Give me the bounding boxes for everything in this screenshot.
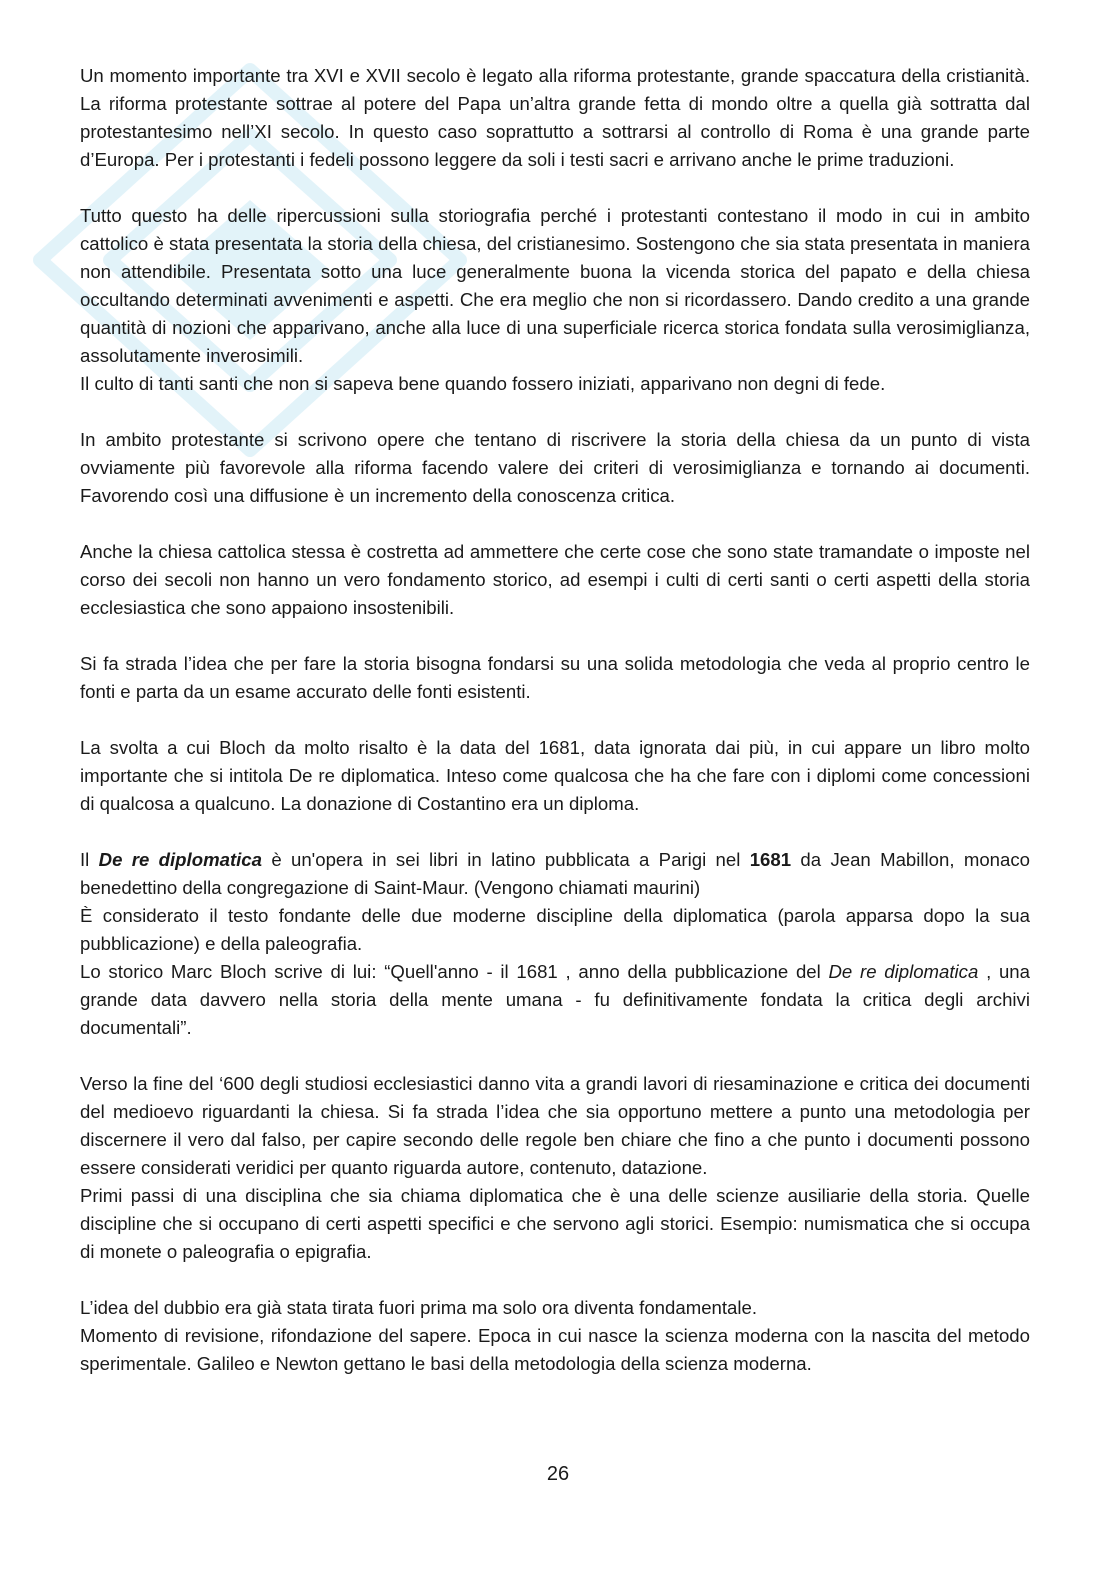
text-run: Lo storico Marc Bloch scrive di lui: “Quell'anno - il 1681 , anno della pubblicazione del [80, 961, 829, 982]
paragraph-storiografia [80, 202, 1030, 398]
paragraph-riforma [80, 62, 1030, 174]
paragraph-text: La svolta a cui Bloch da molto risalto è la data del 1681, data ignorata dai più, in cui appare un libro molto importante che si intitola De re diplomatica. Inteso come qualcosa che ha che fare con i diplomi come concessioni di qualcosa a qualcuno. La donazione di Costantino era un diploma. [80, 737, 1030, 814]
paragraph-fine-600 [80, 1070, 1030, 1266]
paragraph-de-re-diplomatica [80, 846, 1030, 1042]
book-title: De re diplomatica [98, 849, 262, 870]
paragraph-text: Si fa strada l’idea che per fare la storia bisogna fondarsi su una solida metodologia che veda al proprio centro le fonti e parta da un esame accurato delle fonti esistenti. [80, 653, 1030, 702]
paragraph-text: Momento di revisione, rifondazione del sapere. Epoca in cui nasce la scienza moderna con la nascita del metodo sperimentale. Galileo e Newton gettano le basi della metodologia della scienza moderna. [80, 1325, 1030, 1374]
paragraph-text: Anche la chiesa cattolica stessa è costretta ad ammettere che certe cose che sono state tramandate o imposte nel corso dei secoli non hanno un vero fondamento storico, ad esempi i culti di certi santi o certi aspetti della storia ecclesiastica che sono appaiono insostenibili. [80, 541, 1030, 618]
text-run: è un'opera in sei libri in latino pubblicata a Parigi nel [261, 849, 750, 870]
year-highlight: 1681 [749, 849, 792, 870]
paragraph-ambito-protestante [80, 426, 1030, 510]
paragraph-dubbio [80, 1294, 1030, 1378]
paragraph-svolta-1681 [80, 734, 1030, 818]
paragraph-text: L’idea del dubbio era già stata tirata fuori prima ma solo ora diventa fondamentale. [80, 1297, 758, 1318]
text-run: , una grande data davvero nella storia della mente umana - fu definitivamente fondata la critica degli archivi documentali”. [80, 961, 1030, 1038]
paragraph-chiesa-cattolica [80, 538, 1030, 622]
paragraph-text: Verso la fine del ‘600 degli studiosi ecclesiastici danno vita a grandi lavori di riesaminazione e critica dei documenti del medioevo riguardanti la chiesa. Si fa strada l’idea che sia opportuno mettere a punto una metodologia per discernere il vero dal falso, per capire secondo delle regole ben chiare che fino a che punto i documenti possono essere considerati veridici per quanto riguarda autore, contenuto, datazione. [80, 1073, 1030, 1178]
paragraph-metodologia [80, 650, 1030, 706]
paragraph-text: Il culto di tanti santi che non si sapeva bene quando fossero iniziati, apparivano non degni di fede. [80, 373, 886, 394]
document-page [80, 62, 1030, 1378]
book-title-italic: De re diplomatica [828, 961, 979, 982]
paragraph-text: Un momento importante tra XVI e XVII secolo è legato alla riforma protestante, grande spaccatura della cristianità. La riforma protestante sottrae al potere del Papa un’altra grande fetta di mondo oltre a quella già sottratta dal protestantesimo nell’XI secolo. In questo caso soprattutto a sottrarsi al controllo di Roma è una grande parte d’Europa. Per i protestanti i fedeli possono leggere da soli i testi sacri e arrivano anche le prime traduzioni. [80, 65, 1030, 170]
paragraph-text: Tutto questo ha delle ripercussioni sulla storiografia perché i protestanti contestano il modo in cui in ambito cattolico è stata presentata la storia della chiesa, del cristianesimo. Sostengono che sia stata presentata in maniera non attendibile. Presentata sotto una luce generalmente buona la vicenda storica del papato e della chiesa occultando determinati avvenimenti e aspetti. Che era meglio che non si ricordassero. Dando credito a una grande quantità di nozioni che apparivano, anche alla luce di una superficiale ricerca storica fondata sulla verosimiglianza, assolutamente inverosimili. [80, 205, 1030, 366]
text-run: Il [80, 849, 99, 870]
paragraph-text: In ambito protestante si scrivono opere che tentano di riscrivere la storia della chiesa da un punto di vista ovviamente più favorevole alla riforma facendo valere dei criteri di verosimiglianza e tornando ai documenti. Favorendo così una diffusione è un incremento della conoscenza critica. [80, 429, 1030, 506]
page-number: 26 [546, 1463, 570, 1485]
text-run: da Jean Mabillon, monaco benedettino della congregazione di Saint-Maur. (Vengono chiamati maurini) [80, 849, 1031, 898]
paragraph-text: È considerato il testo fondante delle due moderne discipline della diplomatica (parola apparsa dopo la sua pubblicazione) e della paleografia. [80, 905, 1030, 954]
paragraph-text: Primi passi di una disciplina che sia chiama diplomatica che è una delle scienze ausiliarie della storia. Quelle discipline che si occupano di certi aspetti specifici e che servono agli storici. Esempio: numismatica che si occupa di monete o paleografia o epigrafia. [80, 1185, 1030, 1262]
